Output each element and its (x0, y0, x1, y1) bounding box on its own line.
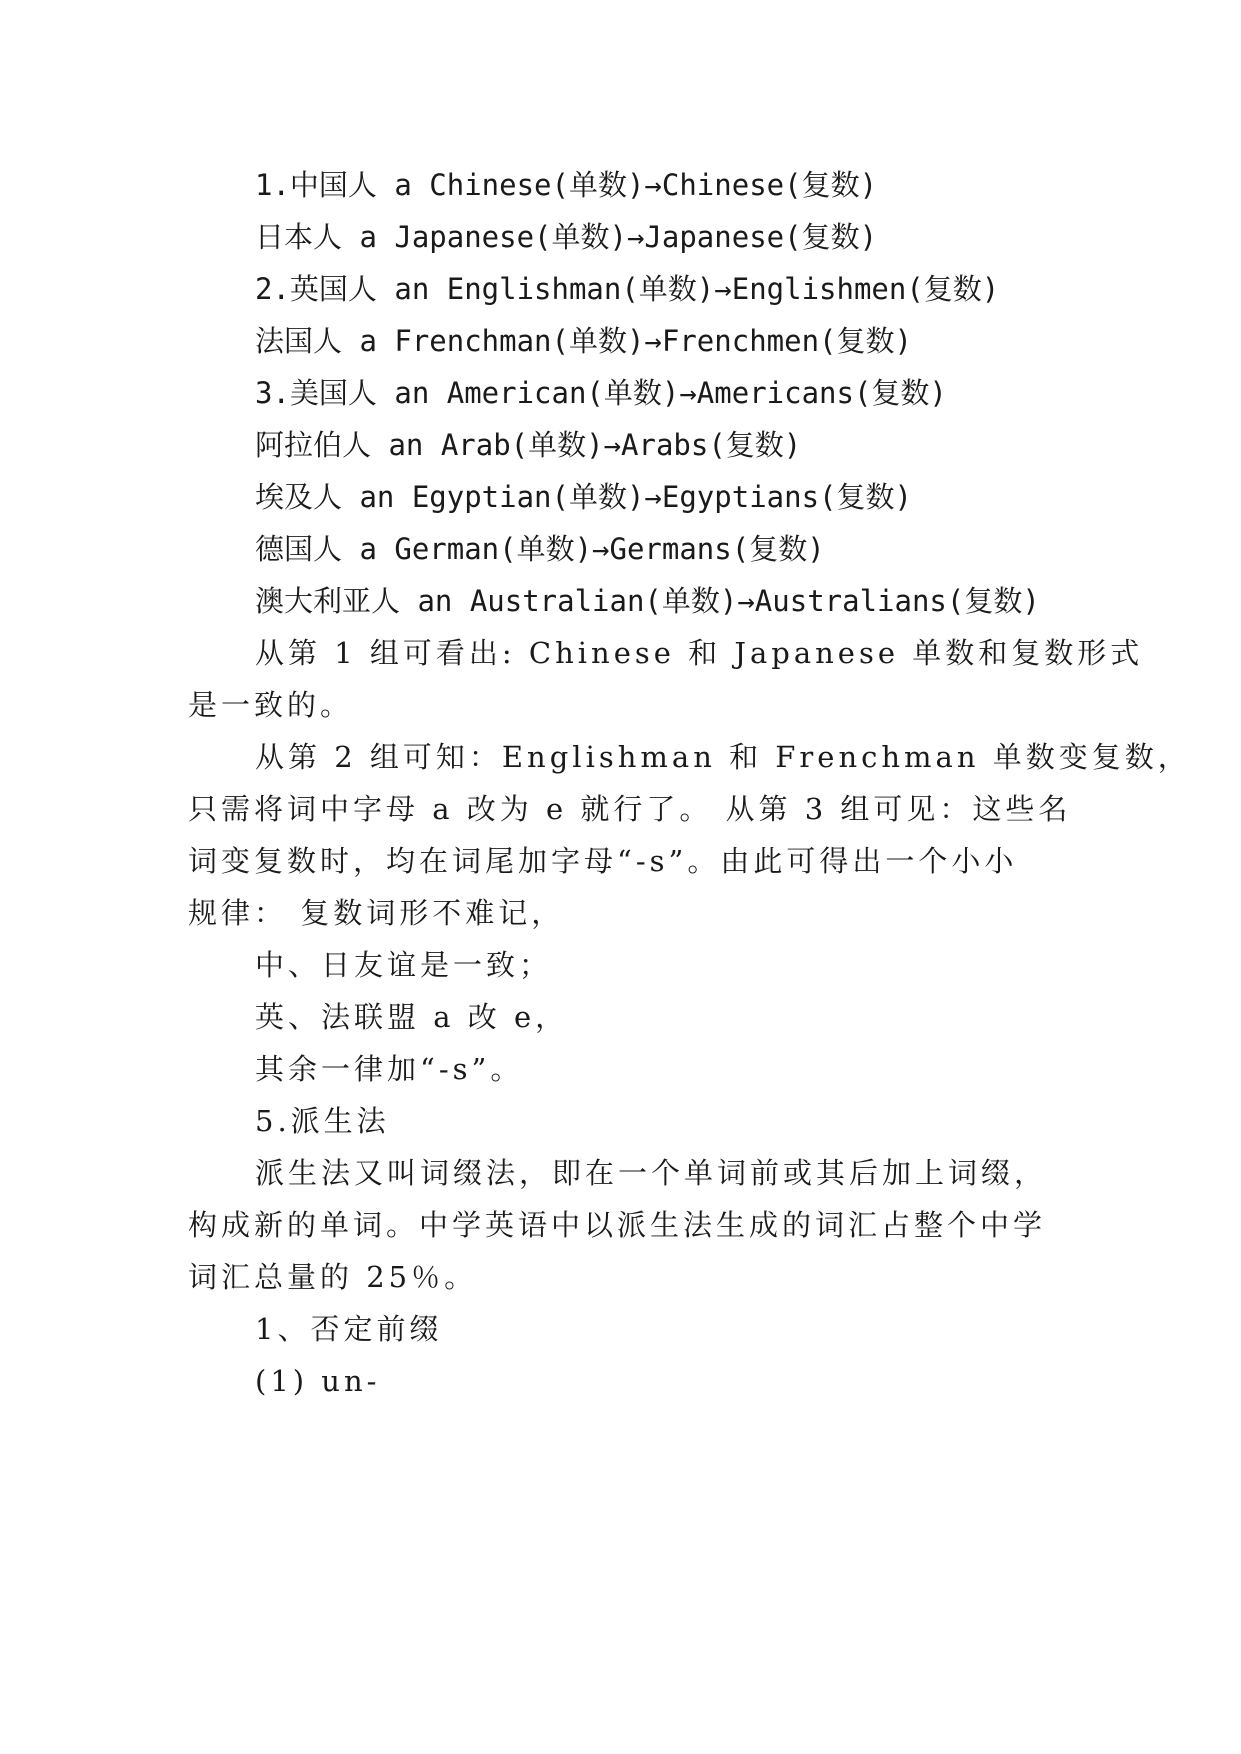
text-line: 从第 2 组可知：Englishman 和 Frenchman 单数变复数， (255, 740, 1191, 774)
section-heading: 5.派生法 (255, 1104, 390, 1138)
text-line: 只需将词中字母 a 改为 e 就行了。 从第 3 组可见：这些名 (188, 792, 1072, 826)
text-line: 词汇总量的 25％。 (188, 1260, 478, 1294)
text-line: 规律： 复数词形不难记， (188, 896, 565, 930)
text-line: 埃及人 an Egyptian(单数)→Egyptians(复数) (255, 480, 912, 514)
text-line: 日本人 a Japanese(单数)→Japanese(复数) (255, 220, 878, 254)
text-line: 从第 1 组可看出: Chinese 和 Japanese 单数和复数形式 (255, 636, 1144, 670)
text-line: 中、日友谊是一致； (255, 948, 553, 982)
text-line: 派生法又叫词缀法，即在一个单词前或其后加上词缀， (255, 1156, 1048, 1190)
text-line: 1.中国人 a Chinese(单数)→Chinese(复数) (255, 168, 878, 202)
text-line: 2.英国人 an Englishman(单数)→Englishmen(复数) (255, 272, 1000, 306)
text-line: 澳大利亚人 an Australian(单数)→Australians(复数) (255, 584, 1040, 618)
text-line: 词变复数时，均在词尾加字母“-s”。由此可得出一个小小 (188, 844, 1018, 878)
text-line: 德国人 a German(单数)→Germans(复数) (255, 532, 825, 566)
text-line: 构成新的单词。中学英语中以派生法生成的词汇占整个中学 (188, 1208, 1047, 1242)
text-line: 阿拉伯人 an Arab(单数)→Arabs(复数) (255, 428, 802, 462)
text-line: 3.美国人 an American(单数)→Americans(复数) (255, 376, 947, 410)
text-line: 英、法联盟 a 改 e， (255, 1000, 569, 1034)
subsection-heading: 1、否定前缀 (255, 1312, 443, 1346)
text-line: 法国人 a Frenchman(单数)→Frenchmen(复数) (255, 324, 912, 358)
list-item: (1) un- (255, 1364, 381, 1398)
text-line: 是一致的。 (188, 688, 354, 722)
text-line: 其余一律加“-s”。 (255, 1052, 524, 1086)
